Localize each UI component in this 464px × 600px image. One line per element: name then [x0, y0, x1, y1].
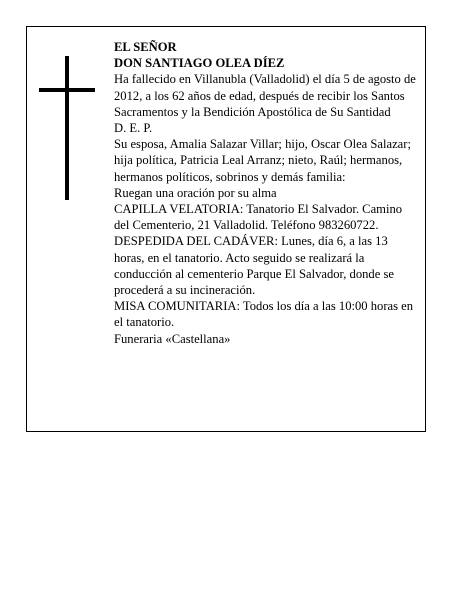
notice-text	[114, 39, 420, 347]
cross-icon	[39, 56, 95, 200]
obituary-notice	[26, 26, 426, 432]
funeral-home: Funeraria «Castellana»	[114, 331, 231, 346]
deceased-name: DON SANTIAGO OLEA DÍEZ	[114, 56, 285, 71]
cross-horizontal-bar	[39, 88, 95, 92]
cross-vertical-bar	[65, 56, 69, 200]
notice-title: EL SEÑOR	[114, 40, 177, 54]
rip-text: D. E. P.	[114, 121, 153, 136]
chapel-info: CAPILLA VELATORIA: Tanatorio El Salvador. Camino del Cementerio, 21 Valladolid. Teléfono 983260722.	[114, 202, 403, 233]
family-list: Su esposa, Amalia Salazar Villar; hijo, Oscar Olea Salazar; hija política, Patricia Leal Arranz; nieto, Raúl; hermanos, hermanos políticos, sobrinos y demás familia:	[114, 137, 411, 184]
mass-info: MISA COMUNITARIA: Todos los día a las 10:00 horas en el tanatorio.	[114, 299, 414, 330]
farewell-info: DESPEDIDA DEL CADÁVER: Lunes, día 6, a las 13 horas, en el tanatorio. Acto seguido se realizará la conducción al cementerio Parque El Salvador, donde se procederá a su incineración.	[114, 234, 394, 298]
prayer-request: Ruegan una oración por su alma	[114, 185, 277, 200]
death-announcement: Ha fallecido en Villanubla (Valladolid) el día 5 de agosto de 2012, a los 62 años de edad, después de recibir los Santos Sacramentos y la Bendición Apostólica de Su Santidad	[114, 72, 416, 119]
